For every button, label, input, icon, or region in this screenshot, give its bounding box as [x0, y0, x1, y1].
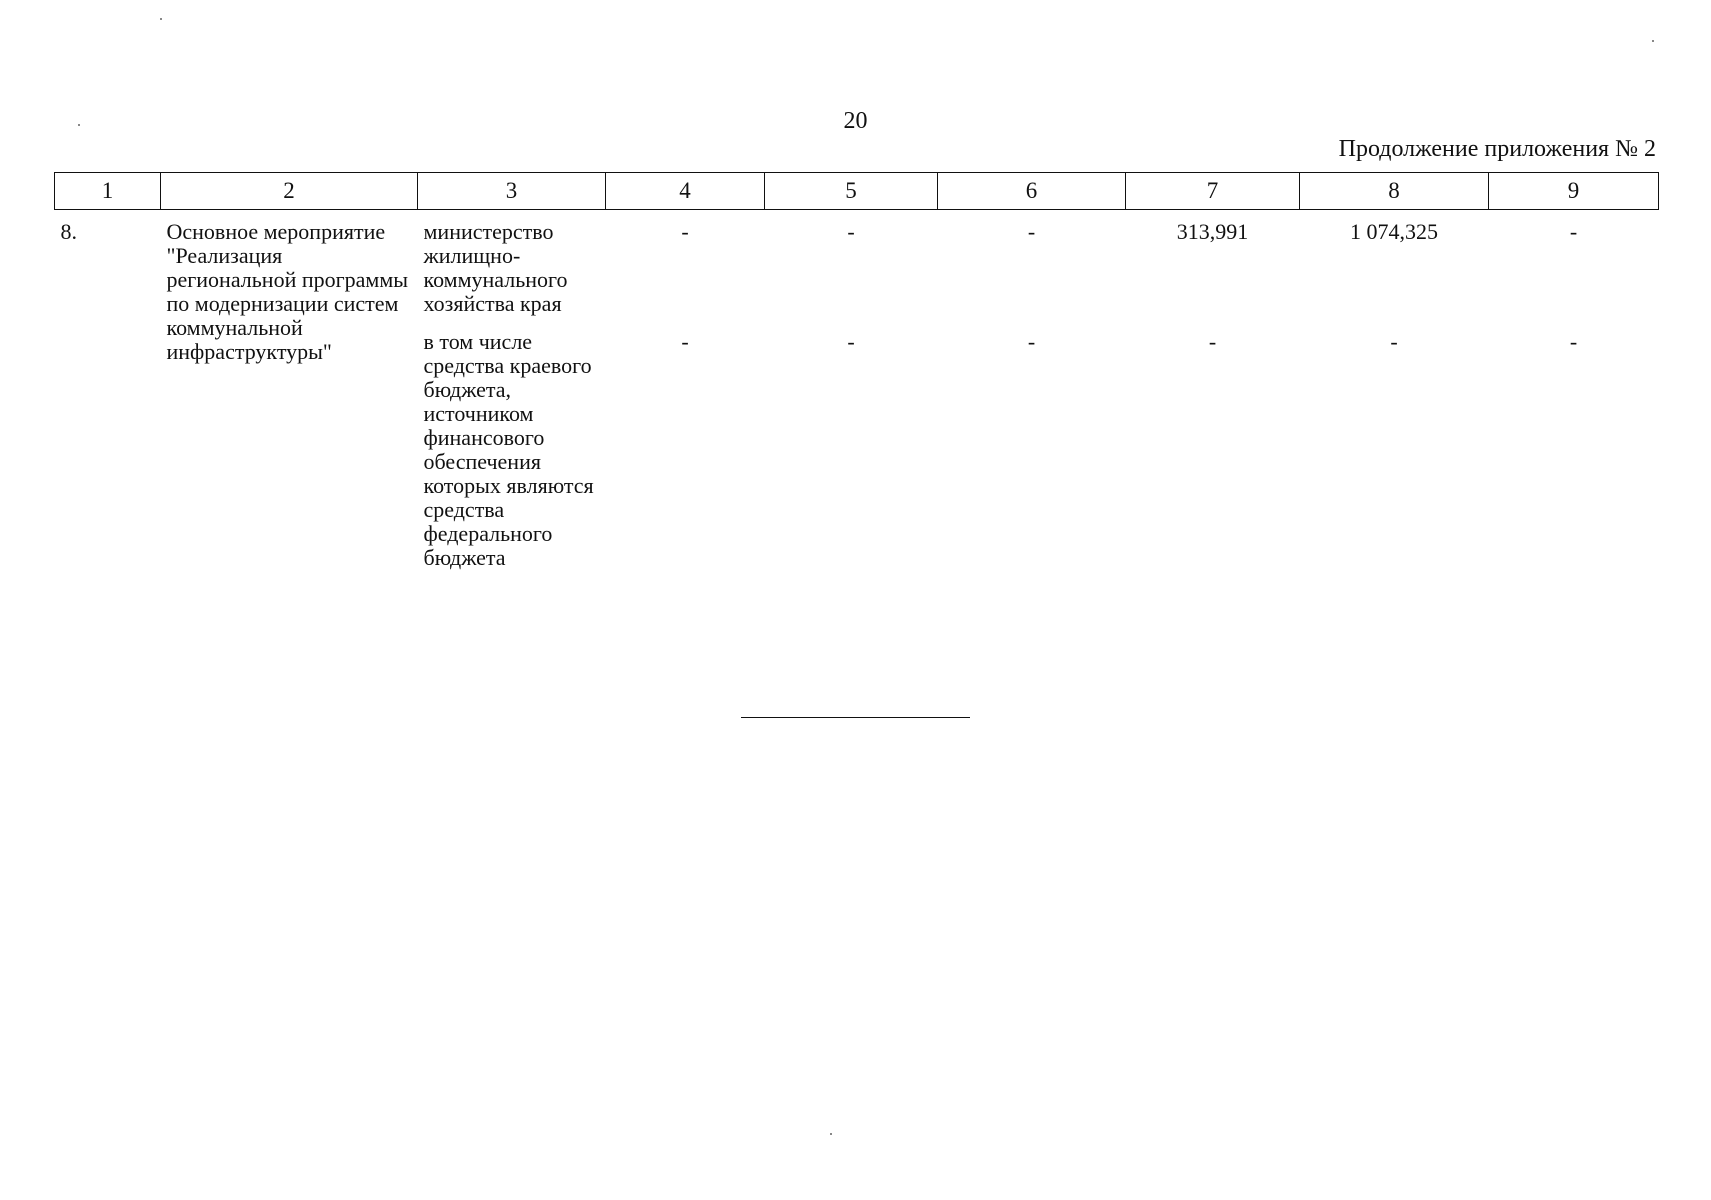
column-header-1: 1 — [55, 173, 161, 210]
column-header-4: 4 — [606, 173, 765, 210]
value-primary-col6: - — [1027, 219, 1036, 244]
appendix-continuation-label: Продолжение приложения № 2 — [1338, 136, 1656, 162]
scan-speck — [830, 1133, 832, 1135]
value-cell-col7 — [1126, 210, 1300, 651]
row-number: 8. — [60, 219, 77, 244]
value-secondary-col6: - — [1027, 329, 1036, 354]
value-primary-col4: - — [681, 219, 689, 244]
column-header-6: 6 — [938, 173, 1126, 210]
table-row — [55, 210, 1659, 651]
value-primary-col7: 313,991 — [1176, 219, 1249, 244]
value-cell-col9 — [1489, 210, 1659, 651]
column-header-7: 7 — [1126, 173, 1300, 210]
value-cell-col4 — [606, 210, 765, 651]
value-secondary-col7: - — [1208, 329, 1217, 354]
value-secondary-col9: - — [1569, 329, 1578, 354]
executor-secondary: в том числе средства краевого бюджета, источником финансового обеспечения которых являются средства федерального бюджета — [423, 329, 594, 570]
value-primary-col5: - — [847, 219, 855, 244]
value-secondary-col5: - — [847, 329, 855, 354]
column-header-8: 8 — [1300, 173, 1489, 210]
appendix-table — [54, 172, 1659, 650]
column-header-5: 5 — [765, 173, 938, 210]
value-cell-col6 — [938, 210, 1126, 651]
value-primary-col8: 1 074,325 — [1350, 219, 1438, 244]
column-header-2: 2 — [161, 173, 418, 210]
scan-speck — [78, 124, 80, 126]
value-cell-col5 — [765, 210, 938, 651]
scan-speck — [160, 18, 162, 20]
activity-description: Основное мероприятие "Реализация региональной программы по модернизации систем коммунальной инфраструктуры" — [166, 219, 409, 364]
value-secondary-col4: - — [681, 329, 689, 354]
header-row — [55, 173, 1659, 210]
page-number: 20 — [843, 108, 868, 134]
table-header — [55, 173, 1659, 210]
end-divider-line — [741, 717, 970, 718]
table-body — [55, 210, 1659, 651]
executor-cell — [418, 210, 606, 651]
value-primary-col9: - — [1569, 219, 1578, 244]
value-secondary-col8: - — [1390, 329, 1398, 354]
column-header-9: 9 — [1489, 173, 1659, 210]
column-header-3: 3 — [418, 173, 606, 210]
value-cell-col8 — [1300, 210, 1489, 651]
scan-speck — [1652, 40, 1654, 42]
executor-primary: министерство жилищно-коммунального хозяйства края — [423, 219, 568, 316]
